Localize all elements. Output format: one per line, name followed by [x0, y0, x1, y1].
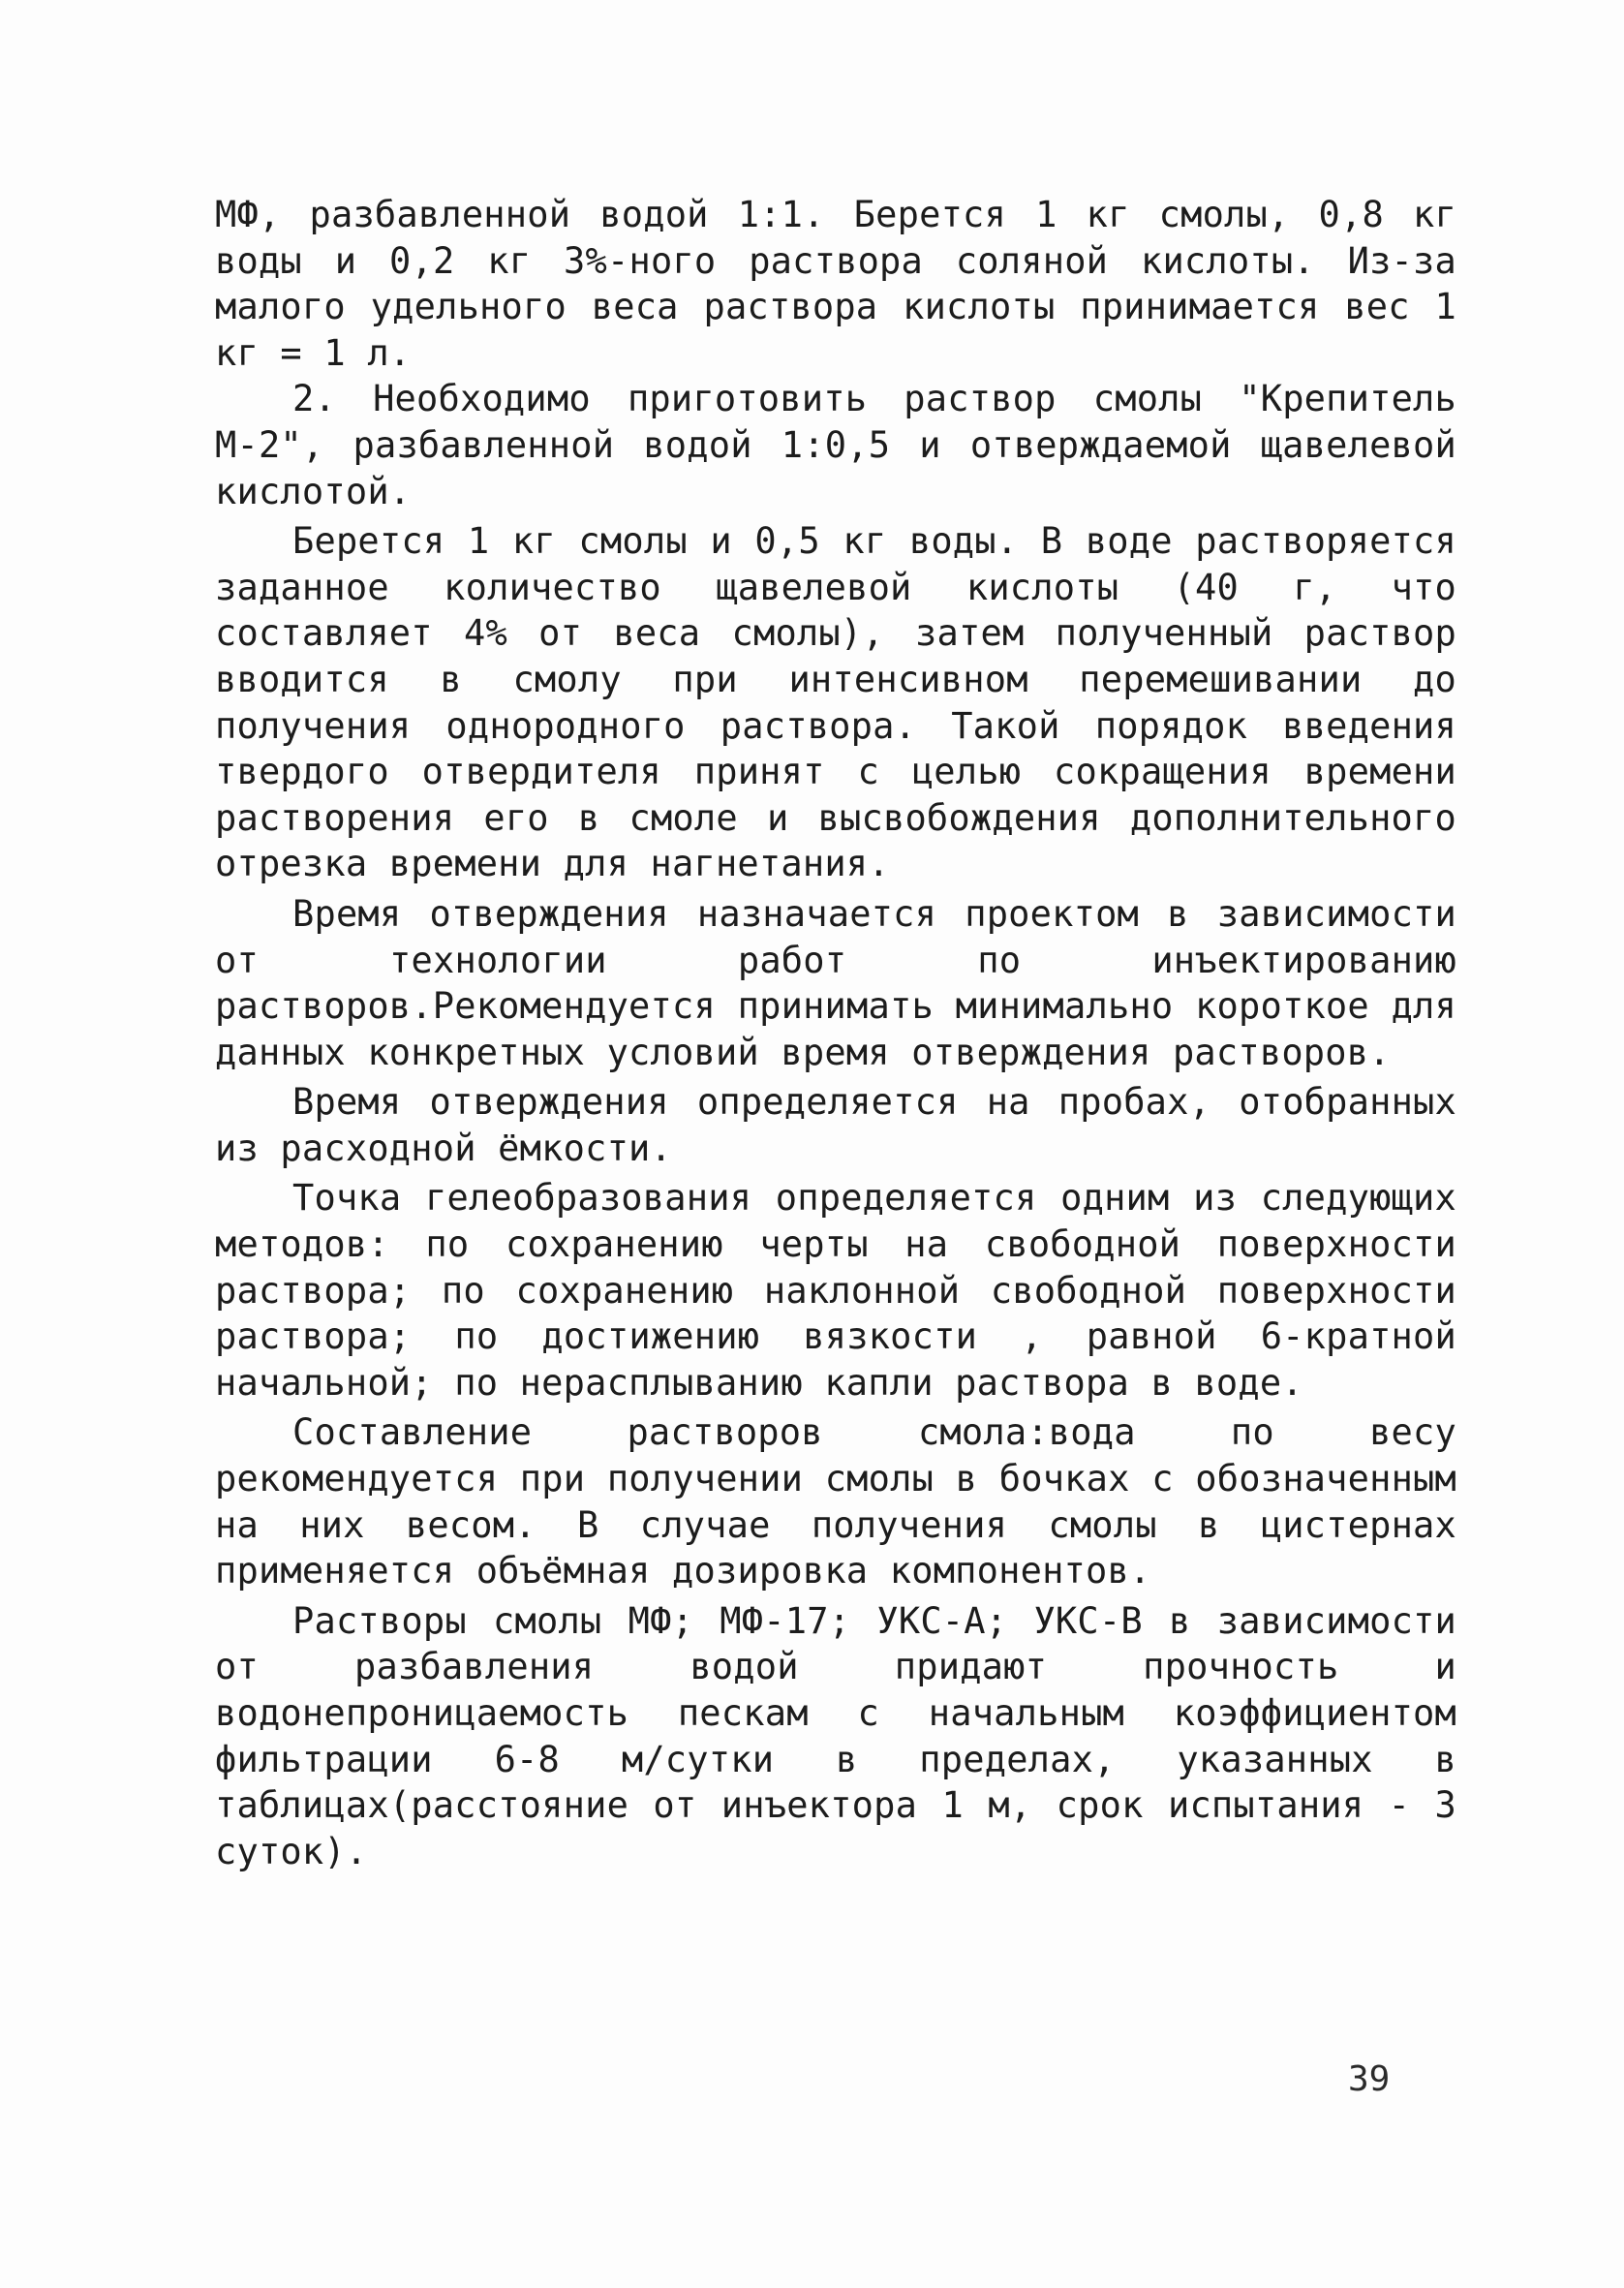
paragraph-6: Точка гелеобразования определяется одним из следующих методов: по сохранению черты на свободной поверхности раствора; по сохранению наклонной свободной поверхности раствора; по достижению вязкости , равной 6-кратной начальной; по нерасплыванию капли раствора в воде. [215, 1177, 1456, 1404]
page-number: 39 [1348, 2059, 1391, 2099]
paragraph-3: Берется 1 кг смолы и 0,5 кг воды. В воде растворяется заданное количество щавелевой кислоты (40 г, что составляет 4% от веса смолы), затем полученный раствор вводится в смолу при интенсивном перемешивании до получения однородного раствора. Такой порядок введения твердого отвердителя принят с целью сокращения времени растворения его в смоле и высвобождения дополнительного отрезка времени для нагнетания. [215, 520, 1456, 885]
paragraph-5: Время отверждения определяется на пробах, отобранных из расходной ёмкости. [215, 1081, 1456, 1169]
paragraph-8: Растворы смолы МФ; МФ-17; УКС-А; УКС-В в зависимости от разбавления водой придают прочность и водонепроницаемость пескам с начальным коэффициентом фильтрации 6-8 м/сутки в пределах, указанных в таблицах(расстояние от инъектора 1 м, срок испытания - 3 суток). [215, 1599, 1456, 1872]
paragraph-2: 2. Необходимо приготовить раствор смолы "Крепитель М-2", разбавленной водой 1:0,5 и отверждаемой щавелевой кислотой. [215, 378, 1456, 512]
paragraph-7: Составление растворов смола:вода по весу рекомендуется при получении смолы в бочках с обозначенным на них весом. В случае получения смолы в цистернах применяется объёмная дозировка компонентов. [215, 1411, 1456, 1592]
paragraph-1: МФ, разбавленной водой 1:1. Берется 1 кг смолы, 0,8 кг воды и 0,2 кг 3%-ного раствора соляной кислоты. Из-за малого удельного веса раствора кислоты принимается вес 1 кг = 1 л. [215, 194, 1456, 374]
paragraph-4: Время отверждения назначается проектом в зависимости от технологии работ по инъектированию растворов.Рекомендуется принимать минимально короткое для данных конкретных условий время отверждения растворов. [215, 892, 1456, 1073]
body-text [215, 192, 1456, 1874]
